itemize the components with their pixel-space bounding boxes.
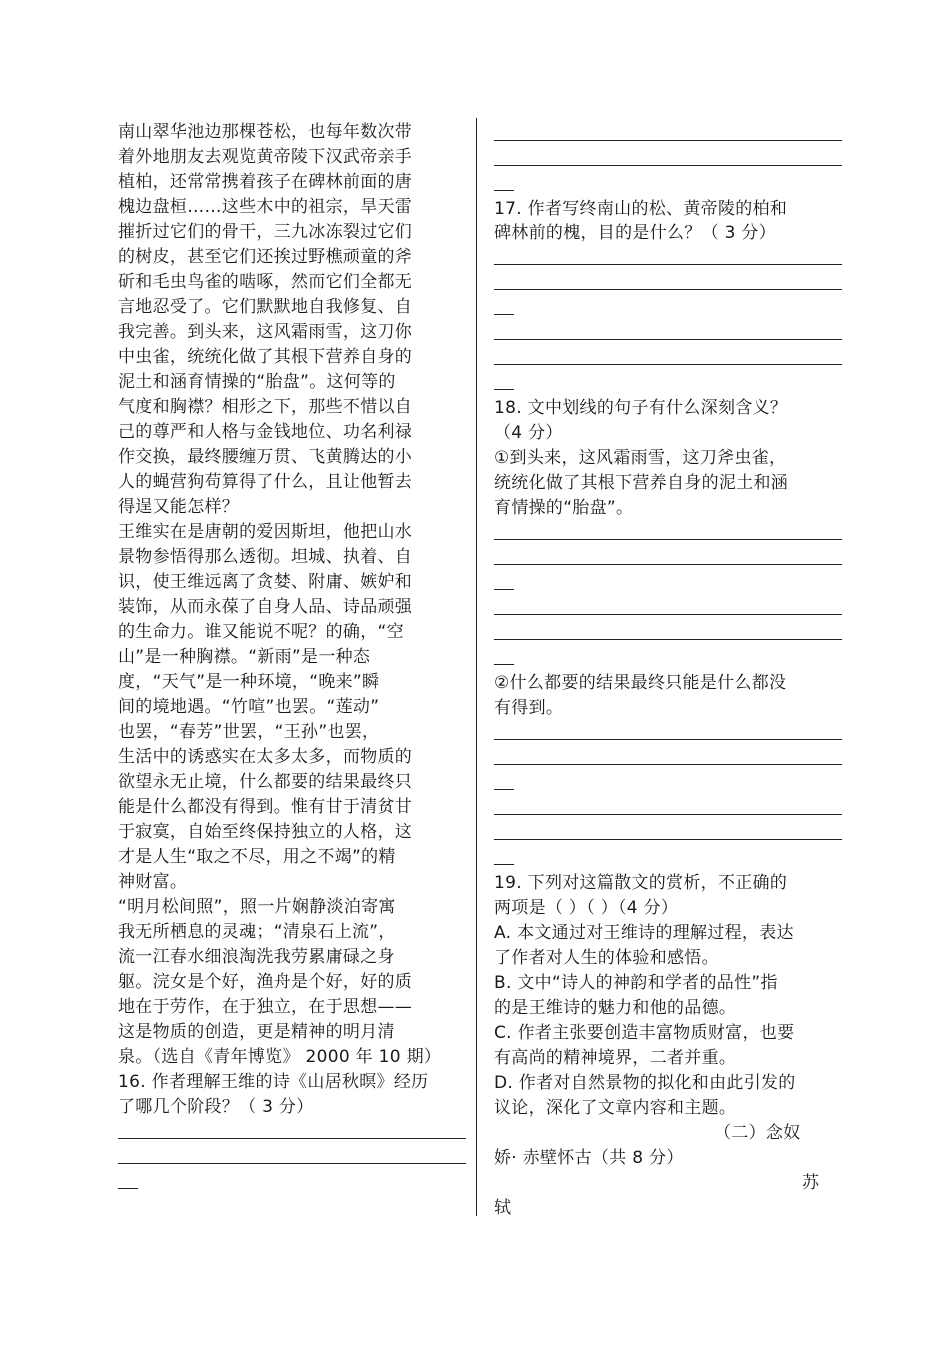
passage-line: 地在于劳作，在于独立，在于思想—— — [118, 997, 413, 1017]
source-citation: 泉。（选自《青年博览》 2000 年 10 期） — [118, 1047, 442, 1067]
section-title: 娇· 赤壁怀古（共 8 分） — [494, 1148, 684, 1168]
answer-line-18-2[interactable] — [494, 814, 842, 815]
passage-line: 装饰，从而永葆了自身人品、诗品顽强 — [118, 597, 413, 617]
column-divider — [476, 118, 477, 1216]
answer-line-18-2-end[interactable] — [494, 864, 514, 865]
question-19: 19. 下列对这篇散文的赏析，不正确的 — [494, 873, 788, 893]
passage-line: 摧折过它们的骨干，三九冰冻裂过它们 — [118, 222, 413, 242]
answer-line[interactable] — [494, 165, 842, 166]
passage-line: 槐边盘桓……这些木中的祖宗，旱天雷 — [118, 197, 413, 217]
answer-line-17[interactable] — [494, 339, 842, 340]
answer-line-18-1[interactable] — [494, 539, 842, 540]
question-16: 了哪几个阶段？（ 3 分） — [118, 1097, 314, 1117]
passage-line: 能是什么都没有得到。惟有甘于清贫甘 — [118, 797, 413, 817]
question-18: 18. 文中划线的句子有什么深刻含义？ — [494, 398, 788, 418]
passage-line: 才是人生“取之不尽，用之不竭”的精 — [118, 847, 396, 867]
option-d: 议论，深化了文章内容和主题。 — [494, 1098, 737, 1118]
answer-line-17-end[interactable] — [494, 314, 514, 315]
answer-line-17[interactable] — [494, 364, 842, 365]
question-18-sentence-2: ②什么都要的结果最终只能是什么都没 — [494, 673, 787, 693]
passage-line: 神财富。 — [118, 872, 188, 892]
passage-line: 己的尊严和人格与金钱地位、功名利禄 — [118, 422, 413, 442]
passage-line: 间的境地遇。“竹喧”也罢。“莲动” — [118, 697, 380, 717]
passage-line: 斫和毛虫鸟雀的啮啄，然而它们全都无 — [118, 272, 413, 292]
passage-line: 南山翠华池边那棵苍松，也每年数次带 — [118, 122, 413, 142]
passage-line: 王维实在是唐朝的爱因斯坦，他把山水 — [118, 522, 413, 542]
answer-line-16[interactable] — [118, 1163, 466, 1164]
passage-line: 欲望永无止境，什么都要的结果最终只 — [118, 772, 413, 792]
answer-line-18-2-end[interactable] — [494, 789, 514, 790]
section-title: （二）念奴 — [714, 1123, 801, 1143]
question-19: 两项是（ ）（ ）（4 分） — [494, 898, 679, 918]
passage-line: 的树皮，甚至它们还挨过野樵顽童的斧 — [118, 247, 413, 267]
answer-line-17[interactable] — [494, 289, 842, 290]
question-16: 16. 作者理解王维的诗《山居秋暝》经历 — [118, 1072, 429, 1092]
passage-line: 植柏，还常常携着孩子在碑林前面的唐 — [118, 172, 413, 192]
option-b: B. 文中“诗人的神韵和学者的品性”指 — [494, 973, 778, 993]
passage-line: 泥土和涵育情操的“胎盘”。这何等的 — [118, 372, 396, 392]
answer-line-18-1-end[interactable] — [494, 664, 514, 665]
answer-line-18-1-end[interactable] — [494, 589, 514, 590]
answer-line-16-end[interactable] — [118, 1188, 138, 1189]
passage-line: 言地忍受了。它们默默地自我修复、自 — [118, 297, 413, 317]
passage-line: 我无所栖息的灵魂；“清泉石上流”， — [118, 922, 396, 942]
answer-line-16[interactable] — [118, 1138, 466, 1139]
question-18-sentence-2: 有得到。 — [494, 698, 564, 718]
passage-line: 得逞又能怎样？ — [118, 497, 240, 517]
answer-line-18-1[interactable] — [494, 564, 842, 565]
option-a: 了作者对人生的体验和感悟。 — [494, 948, 719, 968]
question-18-sentence-1: ①到头来，这风霜雨雪，这刀斧虫雀， — [494, 448, 787, 468]
passage-line: 着外地朋友去观览黄帝陵下汉武帝亲手 — [118, 147, 413, 167]
answer-line[interactable] — [494, 140, 842, 141]
passage-line: 景物参悟得那么透彻。坦城、执着、自 — [118, 547, 413, 567]
passage-line: 气度和胸襟？相形之下，那些不惜以自 — [118, 397, 413, 417]
passage-line: 也罢，“春芳”世罢，“王孙”也罢， — [118, 722, 380, 742]
answer-line-end[interactable] — [494, 190, 514, 191]
option-b: 的是王维诗的魅力和他的品德。 — [494, 998, 737, 1018]
answer-line-18-1[interactable] — [494, 614, 842, 615]
option-d: D. 作者对自然景物的拟化和由此引发的 — [494, 1073, 796, 1093]
question-18-sentence-1: 育情操的“胎盘”。 — [494, 498, 634, 518]
answer-line-18-2[interactable] — [494, 839, 842, 840]
passage-line: 人的蝇营狗苟算得了什么，且让他暂去 — [118, 472, 413, 492]
option-a: A. 本文通过对王维诗的理解过程，表达 — [494, 923, 794, 943]
passage-line: 于寂寞，自始至终保持独立的人格，这 — [118, 822, 413, 842]
question-18-sentence-1: 统统化做了其根下营养自身的泥土和涵 — [494, 473, 789, 493]
passage-line: 识，使王维远离了贪婪、附庸、嫉妒和 — [118, 572, 413, 592]
answer-line-18-1[interactable] — [494, 639, 842, 640]
passage-line: “明月松间照”，照一片娴静淡泊寄寓 — [118, 897, 396, 917]
passage-line: 流一江春水细浪淘洗我劳累庸碌之身 — [118, 947, 395, 967]
passage-line: 我完善。到头来，这风霜雨雪，这刀你 — [118, 322, 413, 342]
option-c: C. 作者主张要创造丰富物质财富，也要 — [494, 1023, 795, 1043]
passage-line: 作交换，最终腰缠万贯、飞黄腾达的小 — [118, 447, 413, 467]
passage-line: 度，“天气”是一种环境，“晚来”瞬 — [118, 672, 380, 692]
question-17: 碑林前的槐，目的是什么？（ 3 分） — [494, 223, 777, 243]
answer-line-18-2[interactable] — [494, 739, 842, 740]
passage-line: 这是物质的创造，更是精神的明月清 — [118, 1022, 395, 1042]
answer-line-17[interactable] — [494, 264, 842, 265]
option-c: 有高尚的精神境界，二者并重。 — [494, 1048, 737, 1068]
poem-author: 苏 — [802, 1173, 820, 1193]
passage-line: 生活中的诱惑实在太多太多，而物质的 — [118, 747, 413, 767]
answer-line-17-end[interactable] — [494, 389, 514, 390]
question-18: （4 分） — [494, 423, 563, 443]
question-17: 17. 作者写终南山的松、黄帝陵的柏和 — [494, 199, 788, 219]
answer-line-18-2[interactable] — [494, 764, 842, 765]
passage-line: 躯。浣女是个好，渔舟是个好，好的质 — [118, 972, 413, 992]
passage-line: 山”是一种胸襟。“新雨”是一种态 — [118, 647, 371, 667]
poem-author: 轼 — [494, 1198, 512, 1218]
passage-line: 中虫雀，统统化做了其根下营养自身的 — [118, 347, 413, 367]
passage-line: 的生命力。谁又能说不呢？的确，“空 — [118, 622, 404, 642]
